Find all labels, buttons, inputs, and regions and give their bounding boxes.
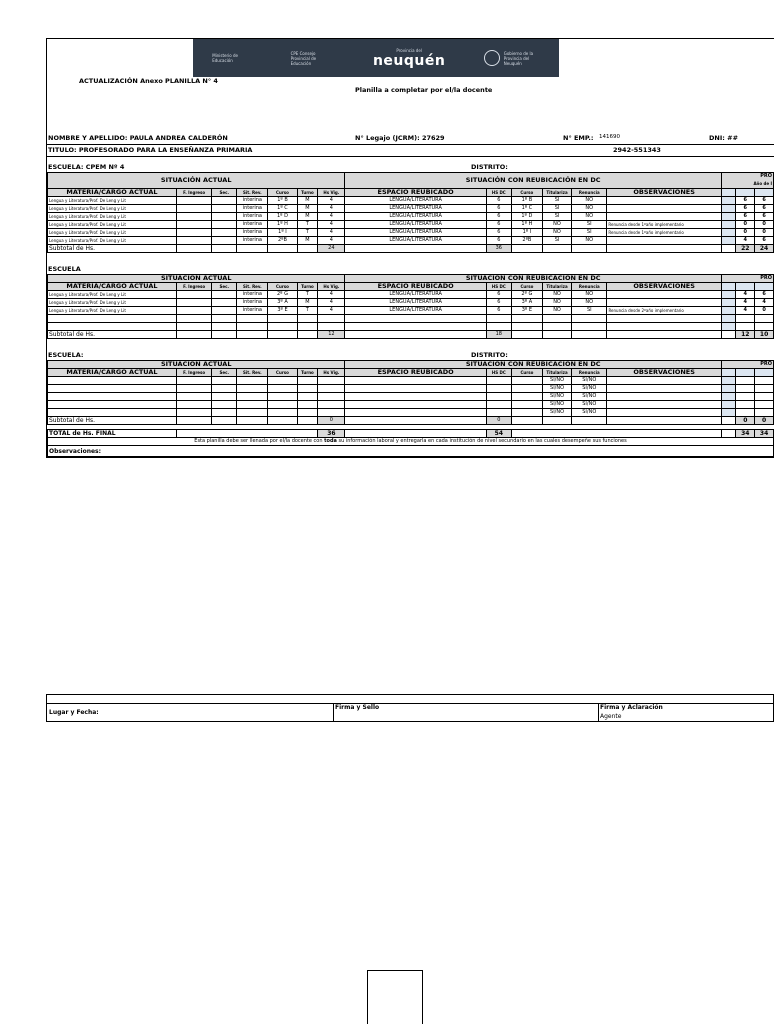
observaciones-row: [48, 446, 774, 457]
cell-obs: [607, 299, 721, 307]
cell-p1: 6: [736, 205, 755, 213]
cpe-label: CPE Consejo Provincial de Educación: [290, 50, 317, 66]
cell-tit: SI/NO: [542, 393, 571, 401]
cell-p1: 0: [736, 221, 755, 229]
escuela-1: ESCUELA: CPEM Nº 4: [48, 163, 125, 171]
cell-hsdc: 6: [486, 229, 511, 237]
escuela-2: ESCUELA: [48, 265, 81, 273]
cell-sit: interina: [237, 229, 268, 237]
cell-p2: 6: [755, 205, 774, 213]
pro-header-2: PRO: [721, 275, 773, 283]
cell-ren: SI/NO: [572, 401, 607, 409]
cell-ren: SI/NO: [572, 377, 607, 385]
table-row: [48, 377, 774, 385]
cell-tit: SI/NO: [542, 401, 571, 409]
cell-hsdc: 6: [486, 197, 511, 205]
emp-value: 141690: [599, 134, 620, 140]
cell-obs: [607, 237, 721, 245]
cell-curso2: 1º B: [511, 197, 542, 205]
cell-curso2: 1º C: [511, 205, 542, 213]
cell-ren: SI: [572, 307, 607, 315]
cell-p1: 4: [736, 307, 755, 315]
table-row: [48, 237, 774, 245]
table-row: [48, 385, 774, 393]
cell-tit: NO: [542, 291, 571, 299]
total-p2: 34: [755, 430, 774, 438]
col-turno: Turno: [297, 189, 318, 197]
table-row: [48, 307, 774, 315]
cell-ren: SI: [572, 229, 607, 237]
cell-espacio: LENGUA/LITERATURA: [345, 237, 486, 245]
cell-ren: SI/NO: [572, 409, 607, 417]
table-row: [48, 291, 774, 299]
cell-p1: 6: [736, 213, 755, 221]
actualizacion-title: ACTUALIZACIÓN Anexo PLANILLA N° 4: [79, 77, 218, 85]
cell-espacio: LENGUA/LITERATURA: [345, 229, 486, 237]
cell-sit: interina: [237, 291, 268, 299]
situacion-actual-header-2: SITUACION ACTUAL: [48, 275, 345, 283]
col-materia: MATERIA/CARGO ACTUAL: [48, 189, 177, 197]
cell-p2: 0: [755, 221, 774, 229]
cell-curso2: 2º G: [511, 291, 542, 299]
cell-tit: NO: [542, 299, 571, 307]
cell-sit: interina: [237, 205, 268, 213]
situacion-reubic-header-2: SITUACION CON REUBICACION EN DC: [345, 275, 721, 283]
cell-turno: T: [297, 229, 318, 237]
cell-espacio: LENGUA/LITERATURA: [345, 291, 486, 299]
section3-title: [47, 349, 774, 360]
cell-hsdc: 6: [486, 213, 511, 221]
cell-hs: 4: [318, 221, 345, 229]
cell-espacio: LENGUA/LITERATURA: [345, 221, 486, 229]
cell-curso: 1º D: [268, 213, 297, 221]
note-row: [48, 438, 774, 446]
institutional-banner: [193, 39, 559, 77]
cell-espacio: LENGUA/LITERATURA: [345, 307, 486, 315]
cell-hsdc: 6: [486, 299, 511, 307]
cell-p2: 6: [755, 237, 774, 245]
cell-curso2: 1º D: [511, 213, 542, 221]
cell-curso: 2ºB: [268, 237, 297, 245]
cell-curso: 1º C: [268, 205, 297, 213]
cell-obs: [607, 205, 721, 213]
observaciones-label: Observaciones:: [48, 446, 774, 457]
legajo: N° Legajo (JCRM): 27629: [355, 134, 445, 142]
cell-hs: 4: [318, 229, 345, 237]
cell-obs: [607, 197, 721, 205]
cell-curso2: 1º H: [511, 221, 542, 229]
cell-hs: 4: [318, 197, 345, 205]
cell-turno: T: [297, 291, 318, 299]
info-row-2: [47, 145, 774, 157]
cell-materia: Lengua y Literatura/Prof. De Leng y Lit: [48, 229, 177, 237]
total-label: TOTAL de Hs. FINAL: [48, 430, 177, 438]
cell-p2: 0: [755, 229, 774, 237]
cell-obs: Renuncia desde 1ºaño implementario: [607, 221, 721, 229]
cell-turno: M: [297, 299, 318, 307]
distrito-3: DISTRITO:: [471, 351, 508, 359]
planilla-sheet: [46, 38, 774, 458]
signature-footer: [46, 694, 774, 722]
cell-materia: Lengua y Literatura/Prof. De Leng y Lit: [48, 197, 177, 205]
table-row: [48, 213, 774, 221]
cell-espacio: LENGUA/LITERATURA: [345, 213, 486, 221]
cell-tit: SI/NO: [542, 385, 571, 393]
section2-subtotal: Subtotal de Hs. 12 18 12 10: [48, 331, 774, 339]
cell-obs: Renuncia desde 1ºaño implementario: [607, 229, 721, 237]
cell-p2: 6: [755, 197, 774, 205]
cell-hs: 4: [318, 299, 345, 307]
col-sec: Sec.: [212, 189, 237, 197]
cell-curso2: 3º A: [511, 299, 542, 307]
pro-header: PRO Año de I: [721, 173, 773, 189]
cell-materia: Lengua y Literatura/Prof. De Leng y Lit: [48, 221, 177, 229]
cell-tit: NO: [542, 221, 571, 229]
cell-obs: [607, 291, 721, 299]
cell-hs: 4: [318, 237, 345, 245]
cell-ren: NO: [572, 237, 607, 245]
section1-table: [47, 172, 774, 253]
cell-turno: T: [297, 307, 318, 315]
cell-turno: M: [297, 213, 318, 221]
total-table: [47, 429, 774, 457]
cell-p2: 6: [755, 213, 774, 221]
cell-p1: 6: [736, 197, 755, 205]
cell-p2: 6: [755, 291, 774, 299]
cell-curso2: 3º E: [511, 307, 542, 315]
cell-tit: SI: [542, 213, 571, 221]
lugar-fecha: Lugar y Fecha:: [49, 709, 99, 716]
firma-sello: Firma y Sello: [335, 704, 380, 711]
nombre: NOMBRE Y APELLIDO: PAULA ANDREA CALDERÓN: [48, 134, 228, 142]
total-hs: 36: [318, 430, 345, 438]
firma-aclaracion: Firma y Aclaración: [600, 704, 663, 711]
cell-tit: SI: [542, 205, 571, 213]
situacion-actual-header: SITUACIÓN ACTUAL: [48, 173, 345, 189]
situacion-reubic-header: SITUACIÓN CON REUBICACIÓN EN DC: [345, 173, 721, 189]
table-row: [48, 323, 774, 331]
section2-title: [47, 263, 774, 274]
section1-body: [48, 197, 774, 245]
cell-turno: M: [297, 237, 318, 245]
cell-curso: 1º H: [268, 221, 297, 229]
cell-turno: M: [297, 205, 318, 213]
table-row: [48, 401, 774, 409]
cell-ren: SI/NO: [572, 385, 607, 393]
cell-ren: NO: [572, 197, 607, 205]
cell-hs: 4: [318, 213, 345, 221]
cell-hsdc: 6: [486, 237, 511, 245]
emp-label: N° EMP.:: [563, 134, 594, 142]
table-row: [48, 205, 774, 213]
cell-materia: Lengua y Literatura/Prof. De Leng y Lit: [48, 291, 177, 299]
cell-sit: interina: [237, 197, 268, 205]
total-p1: 34: [736, 430, 755, 438]
col-observaciones: OBSERVACIONES: [607, 189, 721, 197]
cell-curso2: 1º I: [511, 229, 542, 237]
section3-body: [48, 377, 774, 417]
cell-tit: SI: [542, 237, 571, 245]
instruction-note: Esta planilla debe ser llenada por el/la docente con toda su información laboral y entregarla en cada institución de nivel secundario en las cuales desempeñe sus funciones: [48, 438, 774, 446]
cell-curso: 1º B: [268, 197, 297, 205]
neuquen-logo: Provincia del neuquén: [372, 47, 446, 69]
col-hsvig: Hs Vig.: [318, 189, 345, 197]
table-row: [48, 315, 774, 323]
titulo: TITULO: PROFESORADO PARA LA ENSEÑANZA PRIMARIA: [48, 146, 253, 154]
cell-ren: NO: [572, 299, 607, 307]
cell-sit: interina: [237, 307, 268, 315]
cell-espacio: LENGUA/LITERATURA: [345, 205, 486, 213]
cell-sit: interina: [237, 299, 268, 307]
gobierno-logo: Gobierno de la Provincia del Neuquén: [484, 50, 540, 66]
cell-ren: SI: [572, 221, 607, 229]
cell-materia: Lengua y Literatura/Prof. De Leng y Lit: [48, 307, 177, 315]
cell-ren: NO: [572, 205, 607, 213]
col-hsdc: HS DC: [486, 189, 511, 197]
cell-sit: interina: [237, 237, 268, 245]
section2-table: SITUACION ACTUAL SITUACION CON REUBICACION EN DC PRO MATERIA/CARGO ACTUAL F. Ingreso Sec. Sit. Rev. Curso Turno Hs Vig. ESPACIO REUBICADO HS DC Curso Titulariza Renuncia OBSERVACIONES Lengua y Literatura/Prof. De Leng y Lit interina 2º G T 4 LENGUA/LITERATURA 6 2º G NO NO 4 6 Lengua y Literatura/Prof. De Leng y Lit interina 3º A M 4 LENGUA/LITERATURA 6 3º A NO NO 4 4 Lengua y Literatura/Prof. De Leng y Lit interina 3º E T 4 LENGUA/LITERATURA 6 3º E NO SI Renuncia desde 2ºaño implementario 4 0 Subtotal de Hs. 12 18 12 10: [49, 274, 772, 338]
table-row: [48, 409, 774, 417]
cell-materia: Lengua y Literatura/Prof. De Leng y Lit: [48, 205, 177, 213]
cell-obs: Renuncia desde 2ºaño implementario: [607, 307, 721, 315]
col-curso2: Curso: [511, 189, 542, 197]
cell-turno: M: [297, 197, 318, 205]
cell-sit: interina: [237, 221, 268, 229]
header: [47, 39, 774, 133]
cell-tit: SI: [542, 197, 571, 205]
cell-p1: 4: [736, 291, 755, 299]
ministerio-label: Ministerio de Educación: [212, 53, 238, 63]
planilla-subtitle: Planilla a completar por el/la docente: [355, 86, 493, 94]
cell-p1: 4: [736, 299, 755, 307]
cell-tit: NO: [542, 229, 571, 237]
cell-sit: interina: [237, 213, 268, 221]
table-row: [48, 393, 774, 401]
cell-p1: 4: [736, 237, 755, 245]
cell-curso2: 2ºB: [511, 237, 542, 245]
cell-curso: 3º E: [268, 307, 297, 315]
col-sitrev: Sit. Rev.: [237, 189, 268, 197]
total-row: [48, 430, 774, 438]
cell-p1: 0: [736, 229, 755, 237]
col-espacio: ESPACIO REUBICADO: [345, 189, 486, 197]
cell-hs: 4: [318, 291, 345, 299]
telefono: 2942-551343: [613, 146, 661, 154]
page-number-box: [367, 970, 423, 1024]
col-curso: Curso: [268, 189, 297, 197]
cell-materia: Lengua y Literatura/Prof. De Leng y Lit: [48, 237, 177, 245]
section3-subtotal: Subtotal de Hs. 0 0 0 0: [48, 417, 774, 425]
cell-materia: Lengua y Literatura/Prof. De Leng y Lit: [48, 213, 177, 221]
table-row: [48, 197, 774, 205]
col-titulariza: Titulariza: [542, 189, 571, 197]
section3-table: SITUACION ACTUAL SITUACION CON REUBICACION EN DC PRO MATERIA/CARGO ACTUAL F. Ingreso Sec. Sit. Rev. Curso Turno Hs Vig. ESPACIO REUBICADO HS DC Curso Titulariza Renuncia OBSERVACIONES SI/NO SI/NO SI/NO SI/NO SI/NO SI/NO SI/NO SI/NO SI/NO SI/NO Subtotal de Hs. 0 0 0 0: [49, 360, 772, 424]
cell-obs: [607, 213, 721, 221]
cell-hs: 4: [318, 307, 345, 315]
cell-curso: 1º I: [268, 229, 297, 237]
cell-ren: NO: [572, 291, 607, 299]
cell-hsdc: 6: [486, 205, 511, 213]
cell-tit: SI/NO: [542, 409, 571, 417]
cell-p2: 0: [755, 307, 774, 315]
cell-curso: 3º A: [268, 299, 297, 307]
cell-hsdc: 6: [486, 307, 511, 315]
cell-tit: SI/NO: [542, 377, 571, 385]
cell-ren: SI/NO: [572, 393, 607, 401]
cell-materia: Lengua y Literatura/Prof. De Leng y Lit: [48, 299, 177, 307]
cell-espacio: LENGUA/LITERATURA: [345, 299, 486, 307]
dni: DNI: ##: [709, 134, 739, 142]
section1-subtotal: Subtotal de Hs. 24 36 22 24: [48, 245, 774, 253]
col-renuncia: Renuncia: [572, 189, 607, 197]
cell-hs: 4: [318, 205, 345, 213]
distrito-1: DISTRITO:: [471, 163, 508, 171]
cell-tit: NO: [542, 307, 571, 315]
cell-p2: 4: [755, 299, 774, 307]
cell-hsdc: 6: [486, 221, 511, 229]
cell-curso: 2º G: [268, 291, 297, 299]
section2-body: [48, 291, 774, 331]
cell-turno: T: [297, 221, 318, 229]
cell-hsdc: 6: [486, 291, 511, 299]
table-row: [48, 221, 774, 229]
seal-icon: [484, 50, 500, 66]
info-row-1: [47, 133, 774, 145]
cell-ren: NO: [572, 213, 607, 221]
table-row: [48, 299, 774, 307]
table-row: [48, 229, 774, 237]
section1-title: [47, 161, 774, 172]
cell-espacio: LENGUA/LITERATURA: [345, 197, 486, 205]
escuela-3: ESCUELA:: [48, 351, 84, 359]
total-hsdc: 54: [486, 430, 511, 438]
col-ingreso: F. Ingreso: [176, 189, 211, 197]
agente: Agente: [600, 713, 622, 720]
